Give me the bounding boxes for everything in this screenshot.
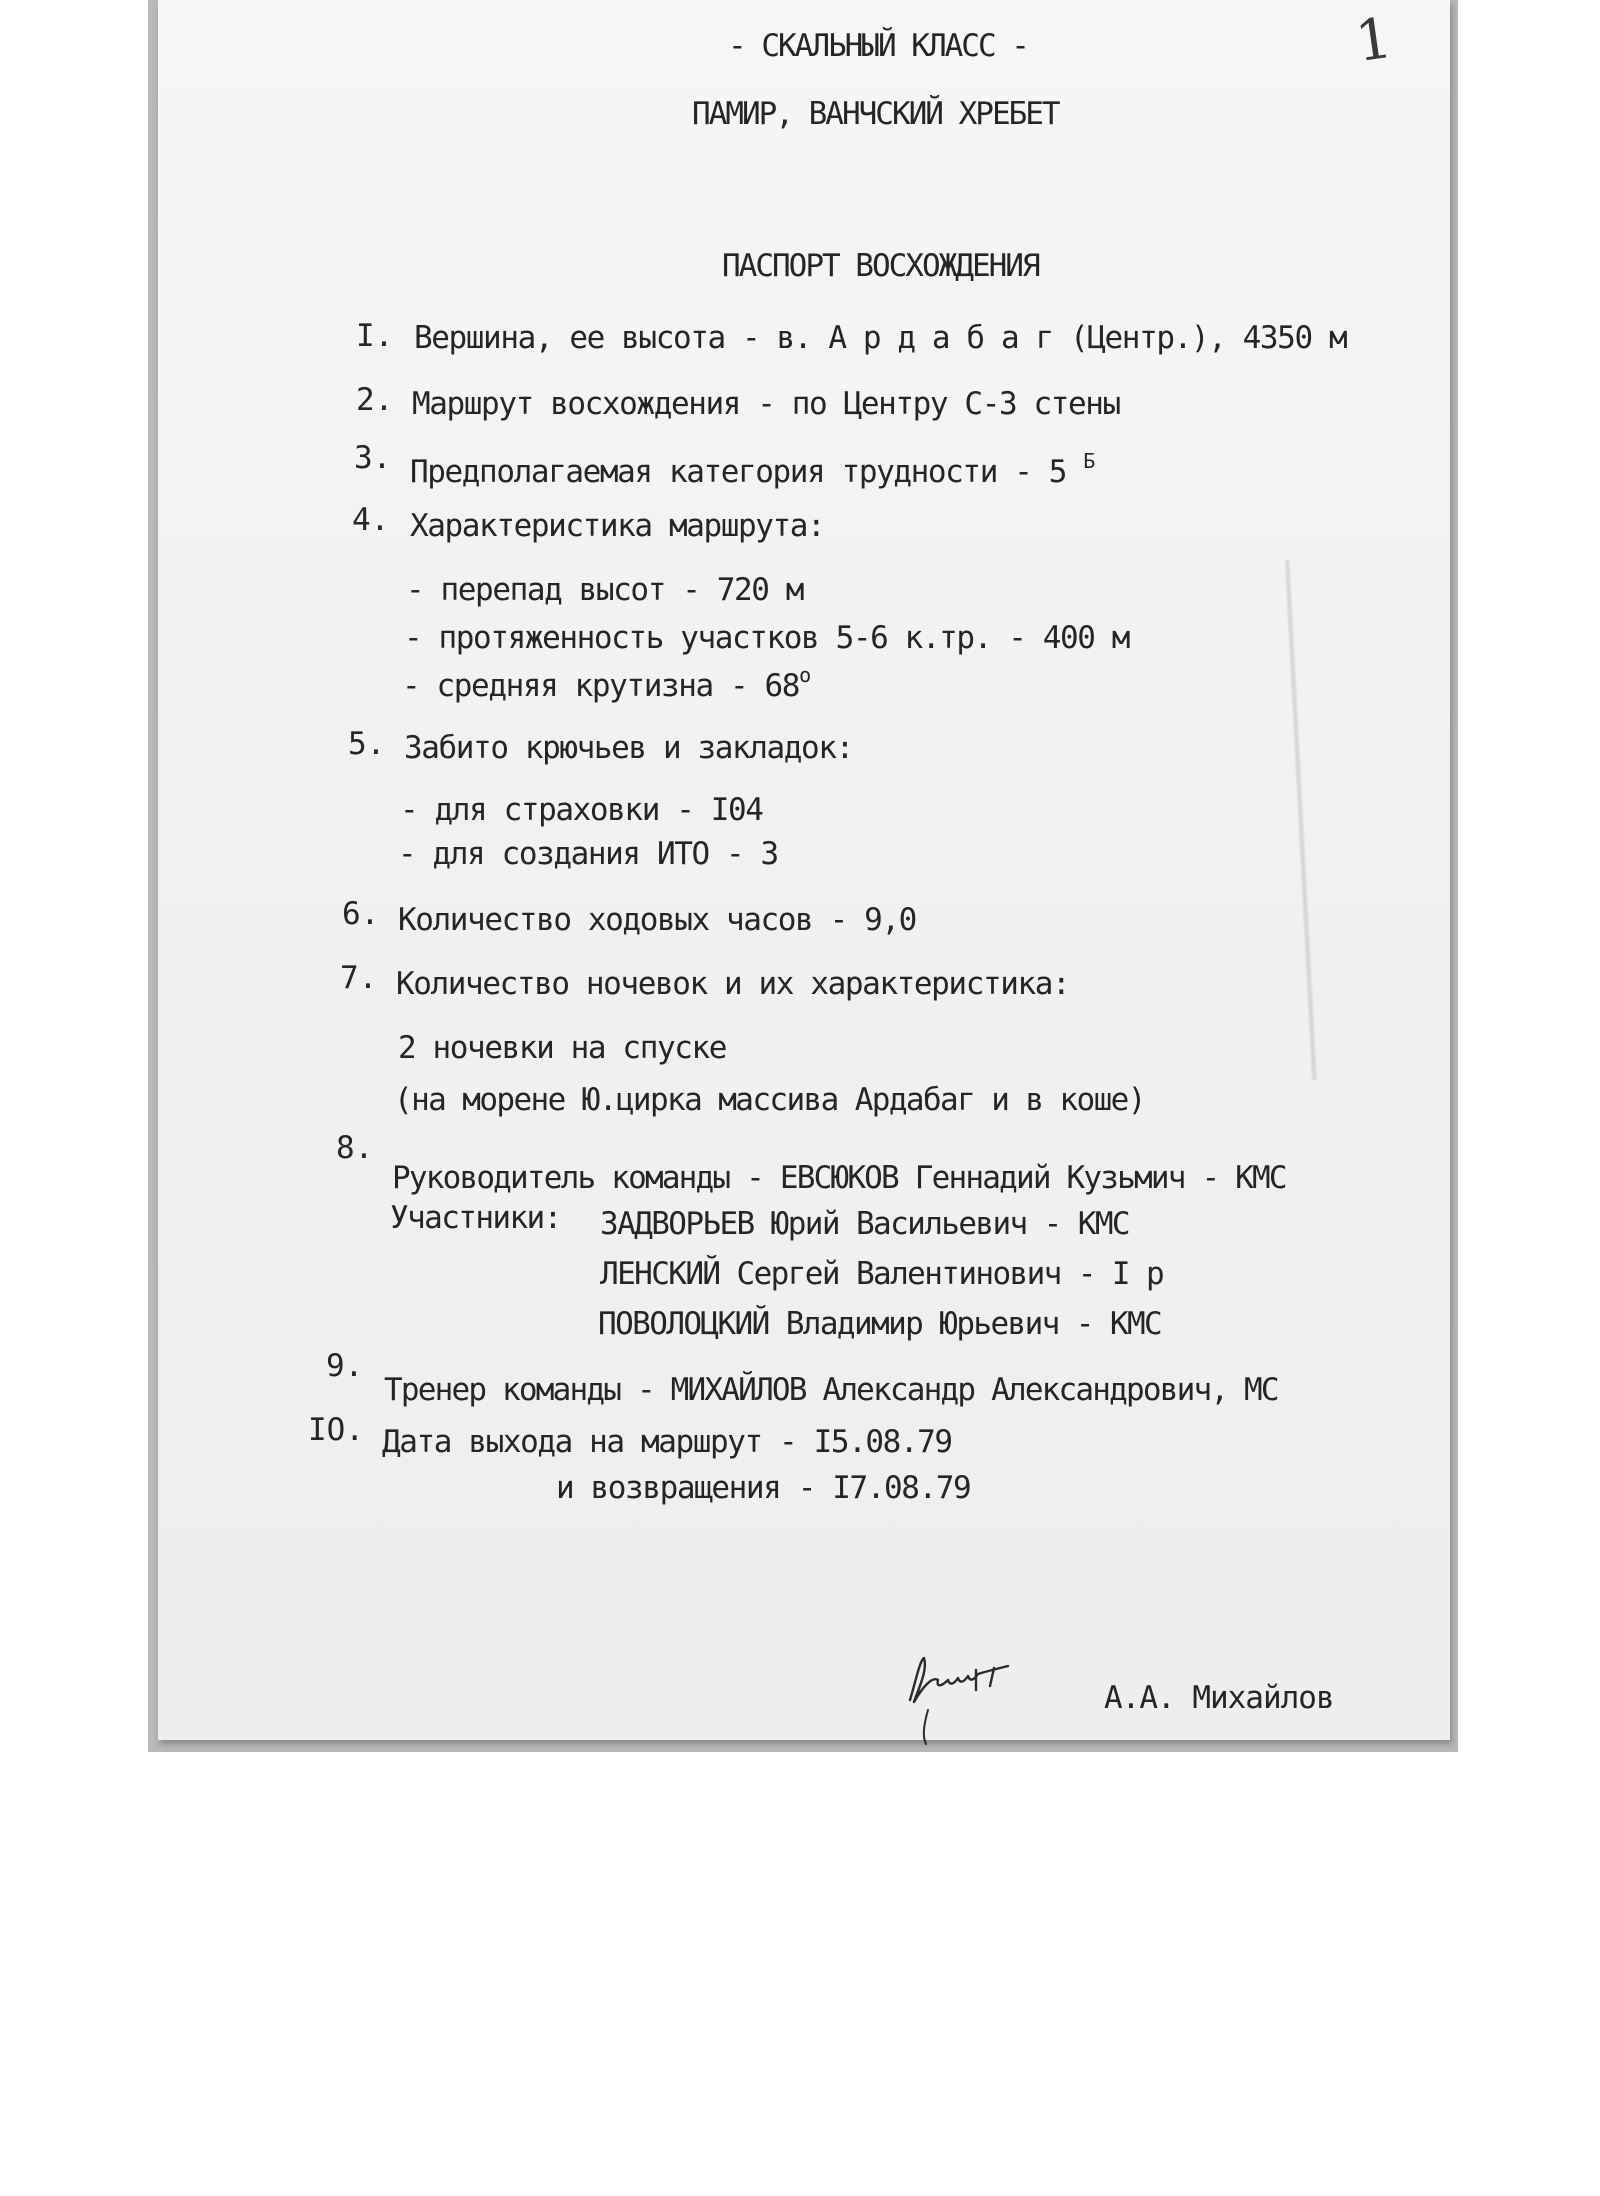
bivouac-count: 2 ночевки на спуске [398, 1030, 727, 1066]
steepness-text: - средняя крутизна - 68 [402, 668, 800, 704]
item-number: 5. [348, 726, 386, 762]
participant-1: ЗАДВОРЬЕВ Юрий Васильевич - КМС [600, 1206, 1129, 1242]
participants-label: Участники: [390, 1200, 561, 1236]
item-departure-date: Дата выхода на маршрут - I5.08.79 [382, 1424, 952, 1460]
item-number: IO. [308, 1412, 364, 1448]
item-number: 7. [340, 960, 378, 996]
page-number: 1 [1351, 5, 1396, 76]
header-class: - СКАЛЬНЫЙ КЛАСС - [728, 28, 1028, 64]
signature-name: А.А. Михайлов [1104, 1680, 1334, 1716]
item-bivouacs: Количество ночевок и их характеристика: [396, 966, 1070, 1002]
characteristic-steepness [402, 663, 810, 707]
handwritten-signature-icon [898, 1640, 1028, 1750]
return-date: и возвращения - I7.08.79 [556, 1470, 971, 1506]
document-title: ПАСПОРТ ВОСХОЖДЕНИЯ [722, 248, 1039, 284]
item-summit: Вершина, ее высота - в. А р д а б а г (Центр.), 4350 м [414, 320, 1347, 356]
item-route: Маршрут восхождения - по Центру С-3 стены [412, 386, 1120, 422]
header-region: ПАМИР, ВАНЧСКИЙ ХРЕБЕТ [692, 96, 1059, 132]
item-coach: Тренер команды - МИХАЙЛОВ Александр Александрович, МС [384, 1372, 1278, 1408]
pitons-aid: - для создания ИТО - 3 [398, 836, 778, 872]
participant-3: ПОВОЛОЦКИЙ Владимир Юрьевич - КМС [598, 1306, 1162, 1342]
pitons-belay: - для страховки - I04 [400, 792, 763, 828]
item-hours: Количество ходовых часов - 9,0 [398, 902, 916, 938]
item-number: 4. [352, 502, 390, 538]
item-characteristics: Характеристика маршрута: [410, 508, 825, 544]
degree-superscript: о [799, 663, 810, 687]
characteristic-length: - протяженность участков 5-6 к.тр. - 400 м [404, 620, 1130, 656]
item-number: 2. [356, 382, 394, 418]
item-difficulty [410, 449, 1094, 493]
item-number: 3. [354, 440, 392, 476]
item-number: 9. [326, 1348, 364, 1384]
paper-crease [1284, 560, 1317, 1080]
item-number: 6. [342, 896, 380, 932]
item-pitons: Забито крючьев и закладок: [404, 730, 853, 766]
difficulty-text: Предполагаемая категория трудности - 5 [410, 454, 1067, 490]
item-team-leader: Руководитель команды - ЕВСЮКОВ Геннадий Кузьмич - КМС [392, 1160, 1286, 1196]
item-number: I. [356, 318, 394, 354]
bivouac-location: (на морене Ю.цирка массива Ардабаг и в коше) [394, 1082, 1145, 1118]
item-number: 8. [336, 1130, 374, 1166]
characteristic-height-gain: - перепад высот - 720 м [406, 572, 804, 608]
difficulty-grade-superscript: Б [1083, 449, 1094, 473]
participant-2: ЛЕНСКИЙ Сергей Валентинович - I р [600, 1256, 1164, 1292]
